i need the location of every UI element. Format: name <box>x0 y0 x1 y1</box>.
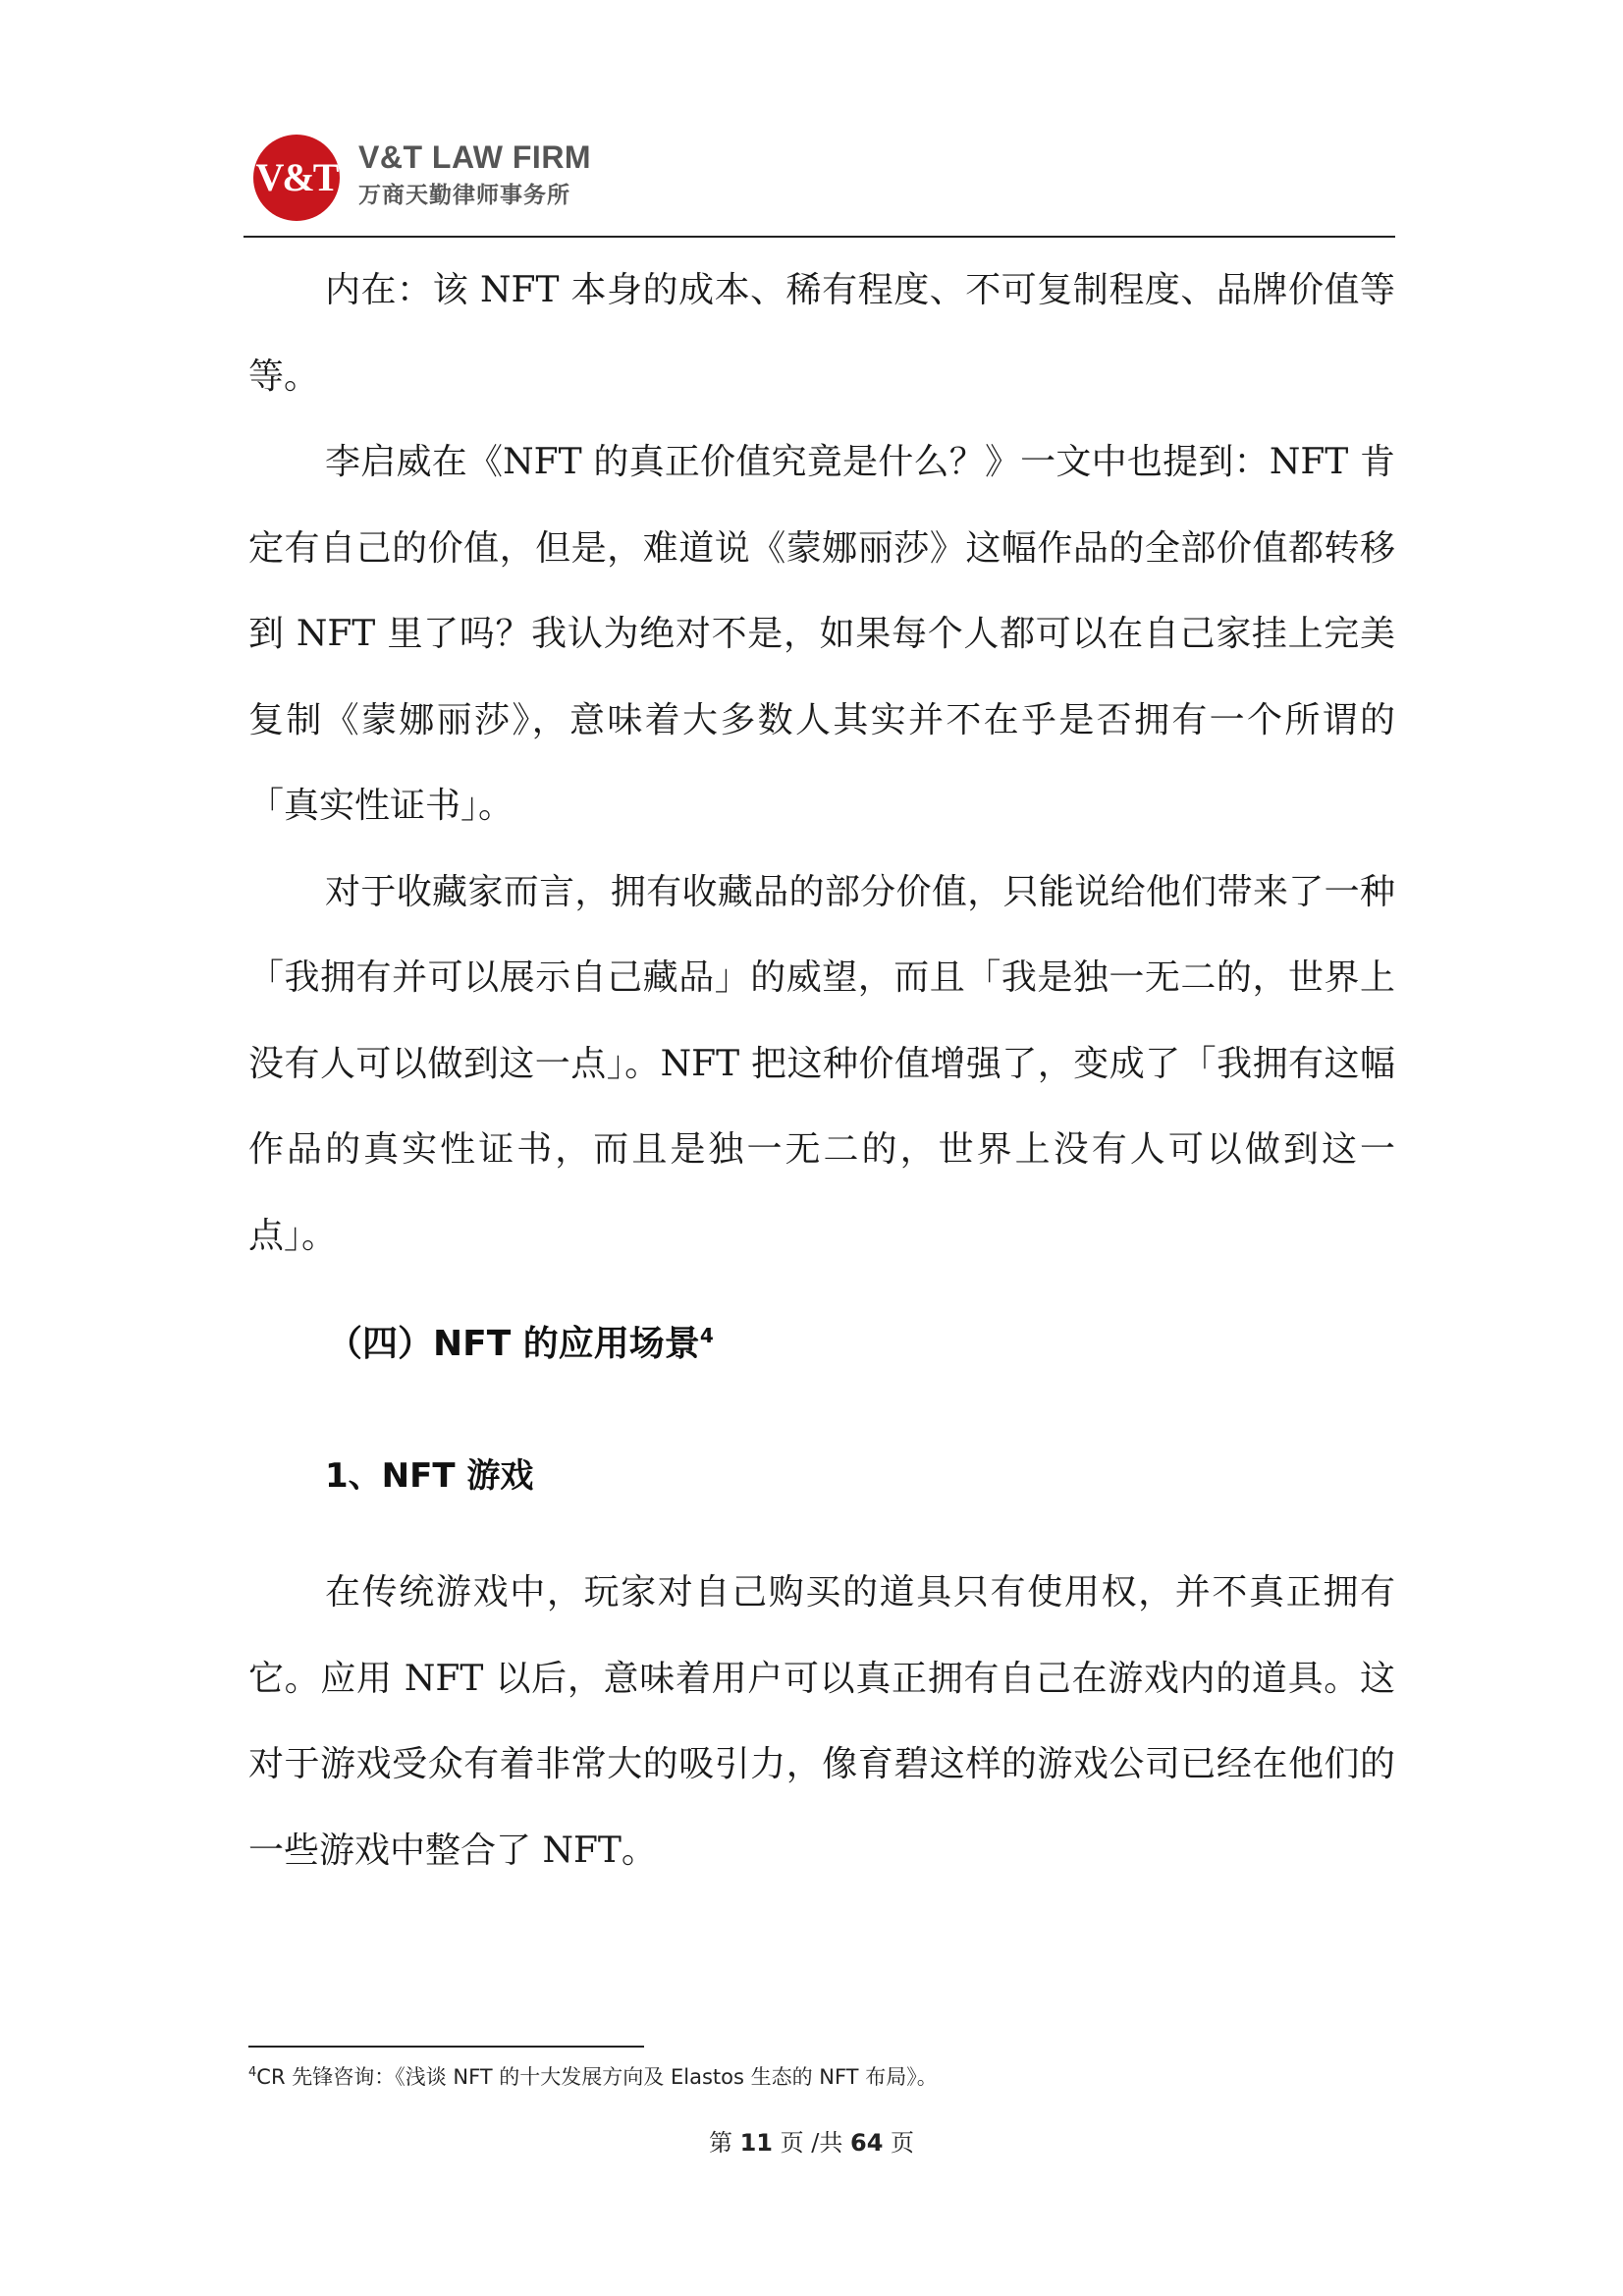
section-heading <box>327 1316 714 1366</box>
body-text-top <box>248 247 1395 1279</box>
footer-middle: 页 /共 <box>780 2129 843 2157</box>
total-pages-number: 64 <box>850 2129 884 2157</box>
firm-name-chinese: 万商天勤律师事务所 <box>358 183 570 208</box>
firm-logo <box>253 135 340 221</box>
paragraph-nft-games: 在传统游戏中，玩家对自己购买的道具只有使用权，并不真正拥有它。应用 NFT 以后，意味着用户可以真正拥有自己在游戏内的道具。这对于游戏受众有着非常大的吸引力，像育碧这样的游戏公司已经在他们的一些游戏中整合了 NFT。 <box>248 1572 1395 1871</box>
subheading-nft-games: 1、NFT 游戏 <box>325 1456 534 1496</box>
body-text-bottom <box>248 1550 1395 1893</box>
footnote-number: 4 <box>248 2065 257 2080</box>
firm-name-english: V&T LAW FIRM <box>358 139 592 175</box>
footer-prefix: 第 <box>708 2129 732 2157</box>
footnote <box>248 2061 938 2091</box>
paragraph-intrinsic-value: 内在：该 NFT 本身的成本、稀有程度、不可复制程度、品牌价值等等。 <box>248 270 1395 397</box>
current-page-number: 11 <box>739 2129 773 2157</box>
page-number-footer <box>0 2123 1623 2158</box>
paragraph-quote: 李启威在《NFT 的真正价值究竟是什么？》一文中也提到：NFT 肯定有自己的价值，但是，难道说《蒙娜丽莎》这幅作品的全部价值都转移到 NFT 里了吗？我认为绝对不是，如果每个人都可以在自己家挂上完美复制《蒙娜丽莎》，意味着大多数人其实并不在乎是否拥有一个所谓的「真实性证书」。 <box>248 442 1395 826</box>
letterhead <box>253 130 1394 236</box>
footnote-divider <box>248 2046 644 2048</box>
paragraph-collectors: 对于收藏家而言，拥有收藏品的部分价值，只能说给他们带来了一种「我拥有并可以展示自己藏品」的威望，而且「我是独一无二的，世界上没有人可以做到这一点」。NFT 把这种价值增强了，变成了「我拥有这幅作品的真实性证书，而且是独一无二的，世界上没有人可以做到这一点」。 <box>248 871 1395 1256</box>
header-divider <box>243 236 1395 238</box>
footnote-ref: 4 <box>699 1324 714 1347</box>
footer-suffix: 页 <box>891 2129 915 2157</box>
logo-mark: V&T <box>255 155 338 199</box>
section-heading-text: （四）NFT 的应用场景 <box>327 1324 700 1364</box>
footnote-text: CR 先锋咨询：《浅谈 NFT 的十大发展方向及 Elastos 生态的 NFT 布局》。 <box>256 2065 938 2089</box>
